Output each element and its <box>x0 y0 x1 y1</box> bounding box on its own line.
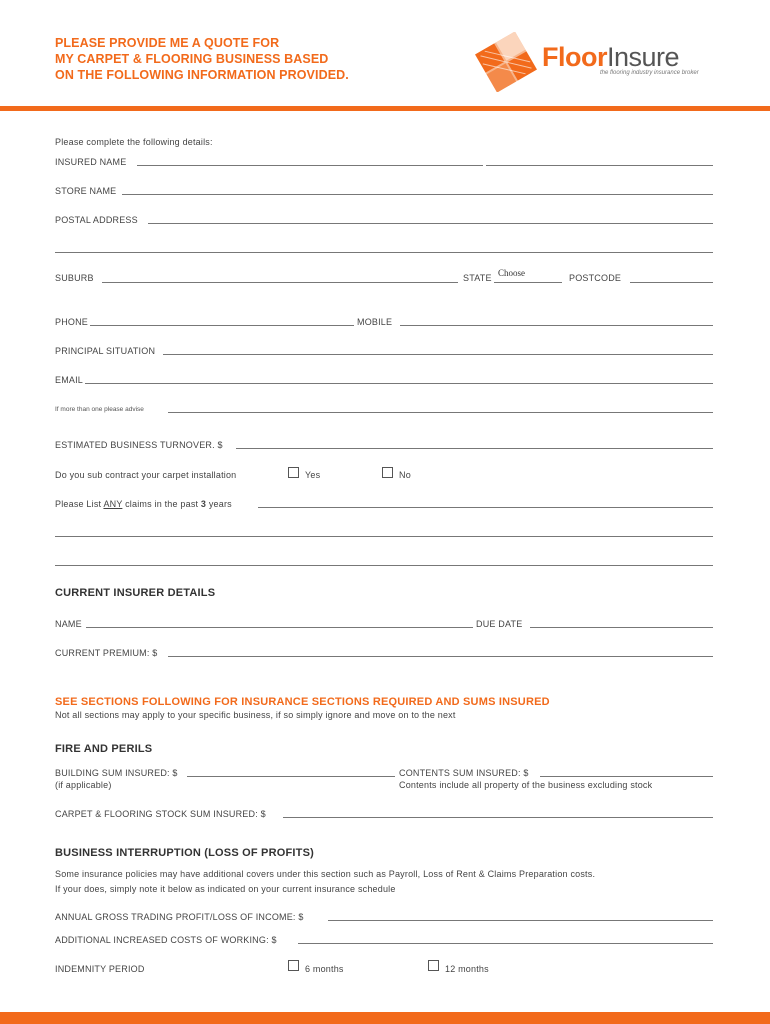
heading-line-2: MY CARPET & FLOORING BUSINESS BASED <box>55 52 329 66</box>
state-select[interactable]: Choose <box>498 268 525 278</box>
claims-years-number: 3 <box>200 499 207 509</box>
suburb-label: SUBURB <box>55 273 94 283</box>
sections-note-title: SEE SECTIONS FOLLOWING FOR INSURANCE SECTIONS REQUIRED AND SUMS INSURED <box>55 696 550 708</box>
postal-address-field-2[interactable] <box>55 252 713 253</box>
current-premium-field[interactable] <box>168 656 713 657</box>
contents-sum-label: CONTENTS SUM INSURED: $ <box>399 768 529 778</box>
insured-name-field-2[interactable] <box>486 165 713 166</box>
gross-profit-label: ANNUAL GROSS TRADING PROFIT/LOSS OF INCOME: $ <box>55 912 304 922</box>
intro-text: Please complete the following details: <box>55 137 213 147</box>
claims-field-3[interactable] <box>55 565 713 566</box>
suburb-field[interactable] <box>102 282 458 283</box>
business-interruption-title: BUSINESS INTERRUPTION (LOSS OF PROFITS) <box>55 847 314 859</box>
additional-costs-label: ADDITIONAL INCREASED COSTS OF WORKING: $ <box>55 935 277 945</box>
email-field[interactable] <box>85 383 713 384</box>
form-heading <box>55 35 395 83</box>
footer-bar <box>0 1012 770 1024</box>
turnover-field[interactable] <box>236 448 713 449</box>
brand-insure: Insure <box>607 42 680 72</box>
claims-text-a: Please List <box>55 499 104 509</box>
building-sum-field[interactable] <box>187 776 395 777</box>
contents-sum-field[interactable] <box>540 776 713 777</box>
claims-any: ANY <box>103 499 123 509</box>
postal-address-field[interactable] <box>148 223 713 224</box>
claims-field[interactable] <box>258 507 713 508</box>
claims-text-b: claims in the past <box>122 499 201 509</box>
phone-field[interactable] <box>90 325 354 326</box>
stock-sum-field[interactable] <box>283 817 713 818</box>
subcontract-yes-label: Yes <box>305 470 321 480</box>
current-insurer-title: CURRENT INSURER DETAILS <box>55 587 216 599</box>
insured-name-label: INSURED NAME <box>55 157 127 167</box>
if-applicable-note: (if applicable) <box>55 780 112 790</box>
mobile-field[interactable] <box>400 325 713 326</box>
twelve-months-label: 12 months <box>445 964 489 974</box>
email-field-2[interactable] <box>168 412 713 413</box>
phone-label: PHONE <box>55 317 89 327</box>
principal-situation-field[interactable] <box>163 354 713 355</box>
bi-text-1: Some insurance policies may have additional covers under this section such as Payroll, Loss of Rent & Claims Preparation costs. <box>55 869 596 879</box>
due-date-label: DUE DATE <box>476 619 523 629</box>
due-date-field[interactable] <box>530 627 713 628</box>
turnover-label: ESTIMATED BUSINESS TURNOVER. $ <box>55 440 223 450</box>
building-sum-label: BUILDING SUM INSURED: $ <box>55 768 178 778</box>
claims-label <box>55 499 232 509</box>
fire-perils-title: FIRE AND PERILS <box>55 743 153 755</box>
bi-text-2: If your does, simply note it below as indicated on your current insurance schedule <box>55 884 396 894</box>
gross-profit-field[interactable] <box>328 920 713 921</box>
insurer-name-field[interactable] <box>86 627 473 628</box>
principal-situation-label: PRINCIPAL SITUATION <box>55 346 156 356</box>
sections-note-text: Not all sections may apply to your specific business, if so simply ignore and move on to the next <box>55 710 456 720</box>
stock-sum-label: CARPET & FLOORING STOCK SUM INSURED: $ <box>55 809 266 819</box>
claims-text-c: years <box>206 499 232 509</box>
email-label: EMAIL <box>55 375 84 385</box>
subcontract-no-label: No <box>399 470 411 480</box>
store-name-field[interactable] <box>122 194 713 195</box>
subcontract-yes-checkbox[interactable] <box>288 467 299 478</box>
more-than-one-note: If more than one please advise <box>55 406 144 413</box>
postcode-label: POSTCODE <box>569 273 622 283</box>
state-field[interactable] <box>494 282 562 283</box>
brand-floor: Floor <box>542 42 607 72</box>
mobile-label: MOBILE <box>357 317 393 327</box>
twelve-months-checkbox[interactable] <box>428 960 439 971</box>
contents-note: Contents include all property of the business excluding stock <box>399 780 653 790</box>
header-divider <box>0 106 770 111</box>
insured-name-field[interactable] <box>137 165 483 166</box>
heading-line-3: ON THE FOLLOWING INFORMATION PROVIDED. <box>55 68 349 82</box>
logo-mark-icon <box>475 32 537 92</box>
indemnity-period-label: INDEMNITY PERIOD <box>55 964 145 974</box>
current-premium-label: CURRENT PREMIUM: $ <box>55 648 158 658</box>
additional-costs-field[interactable] <box>298 943 713 944</box>
six-months-checkbox[interactable] <box>288 960 299 971</box>
subcontract-question: Do you sub contract your carpet installation <box>55 470 237 480</box>
claims-field-2[interactable] <box>55 536 713 537</box>
insurer-name-label: NAME <box>55 619 82 629</box>
brand-tagline: the flooring industry insurance broker <box>600 70 699 76</box>
state-label: STATE <box>463 273 492 283</box>
store-name-label: STORE NAME <box>55 186 117 196</box>
brand-name <box>542 42 679 73</box>
subcontract-no-checkbox[interactable] <box>382 467 393 478</box>
postcode-field[interactable] <box>630 282 713 283</box>
six-months-label: 6 months <box>305 964 344 974</box>
heading-line-1: PLEASE PROVIDE ME A QUOTE FOR <box>55 36 280 50</box>
postal-address-label: POSTAL ADDRESS <box>55 215 138 225</box>
